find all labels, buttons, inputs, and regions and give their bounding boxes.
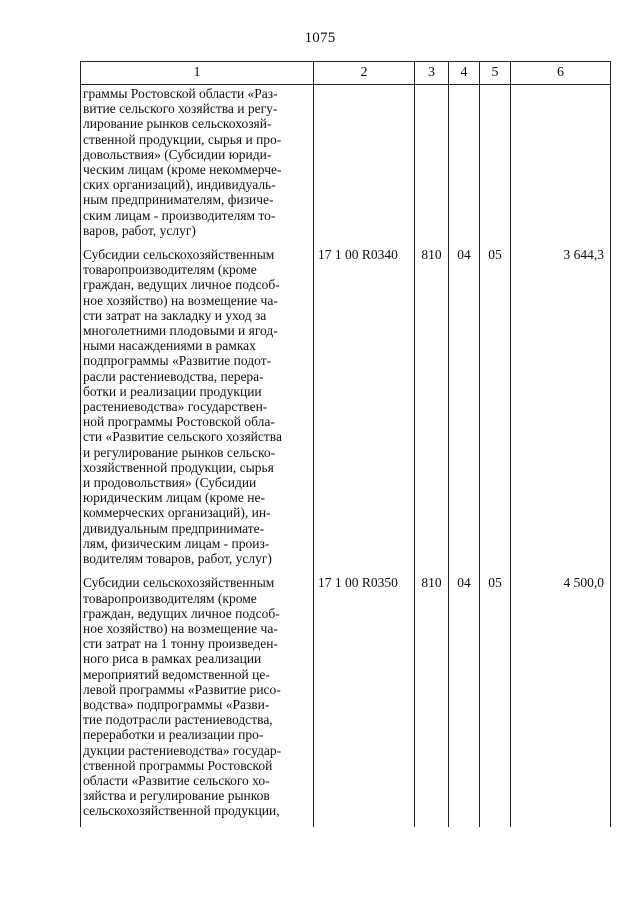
description-line: мероприятий ведомственной це- — [83, 666, 270, 682]
amount-value: 4 500,0 — [511, 574, 611, 826]
description-line: многолетними плодовыми и ягод- — [83, 323, 278, 339]
description-line: ственной программы Ростовской — [83, 757, 273, 773]
table-body — [81, 85, 611, 827]
description-line: Субсидии сельскохозяйственным — [83, 575, 275, 591]
description-line: Субсидии сельскохозяйственным — [83, 247, 275, 263]
description-line: зяйства и регулирование рынков — [83, 788, 270, 804]
description-line: сти затрат на закладку и уход за — [83, 307, 267, 323]
description-line: расли растениеводства, перера- — [83, 368, 264, 384]
description-line: юридическим лицам (кроме не- — [83, 490, 265, 506]
column-header-6: 6 — [511, 62, 611, 85]
table-header-row — [81, 62, 611, 85]
description-line: коммерческих организаций), ин- — [83, 505, 271, 521]
description-line: лирование рынков сельскохозяй- — [83, 116, 272, 132]
amount-value — [511, 85, 611, 247]
column-header-2: 2 — [314, 62, 415, 85]
description-line: растениеводства» государствен- — [83, 399, 268, 415]
description-line: переработки и реализации про- — [83, 727, 264, 743]
description-line: ботки и реализации продукции — [83, 383, 262, 399]
description-line: ными насаждениями в рамках — [83, 338, 256, 354]
description-line: и продовольствия» (Субсидии — [83, 475, 257, 491]
description-line: дивидуальным предпринимате- — [83, 520, 265, 536]
description-line: хозяйственной продукции, сырья — [83, 459, 274, 475]
table-row — [81, 246, 611, 574]
description-line: водства» подпрограммы «Разви- — [83, 696, 270, 712]
section-code: 04 — [449, 246, 480, 574]
description-line: ских организаций), индивидуаль- — [83, 177, 276, 193]
description-line: подпрограммы «Развитие подот- — [83, 353, 272, 369]
target-article-code: 17 1 00 R0340 — [314, 246, 415, 574]
expense-type: 810 — [415, 246, 449, 574]
description-line: и регулирование рынков сельско- — [83, 444, 276, 460]
description-line: витие сельского хозяйства и регу- — [83, 101, 278, 117]
description-line: товаропроизводителям (кроме — [83, 590, 257, 606]
expense-type — [415, 85, 449, 247]
description-line: ной программы Ростовской обла- — [83, 414, 275, 430]
column-header-3: 3 — [415, 62, 449, 85]
description-line: граммы Ростовской области «Раз- — [83, 86, 278, 101]
description-line: ного риса в рамках реализации — [83, 651, 262, 667]
description-line: сти затрат на 1 тонну произведен- — [83, 636, 278, 652]
page-number: 1075 — [304, 30, 336, 46]
description-line: ческим лицам (кроме некоммерче- — [83, 162, 282, 178]
description-line: довольствия» (Субсидии юриди- — [83, 146, 272, 162]
description-line: ным предпринимателям, физиче- — [83, 192, 274, 208]
description-line: граждан, ведущих личное подсоб- — [83, 605, 280, 621]
column-header-4: 4 — [449, 62, 480, 85]
description-line: варов, работ, услуг) — [83, 222, 196, 238]
subsection-code: 05 — [480, 574, 511, 826]
row-description — [81, 85, 314, 247]
target-article-code — [314, 85, 415, 247]
description-line: ственной продукции, сырья и про- — [83, 131, 282, 147]
description-line: лям, физическим лицам - произ- — [83, 535, 270, 551]
description-line: граждан, ведущих личное подсоб- — [83, 277, 280, 293]
budget-table — [80, 61, 611, 827]
amount-value: 3 644,3 — [511, 246, 611, 574]
description-line: сельскохозяйственной продукции, — [83, 803, 280, 819]
description-line: водителям товаров, работ, услуг) — [83, 551, 272, 567]
section-code: 04 — [449, 574, 480, 826]
row-description — [81, 574, 314, 826]
description-line: ное хозяйство) на возмещение ча- — [83, 620, 278, 636]
table-row — [81, 85, 611, 247]
description-line: товаропроизводителям (кроме — [83, 262, 257, 278]
section-code — [449, 85, 480, 247]
description-line: ное хозяйство) на возмещение ча- — [83, 292, 278, 308]
description-line: области «Развитие сельского хо- — [83, 772, 270, 788]
subsection-code: 05 — [480, 246, 511, 574]
column-header-1: 1 — [81, 62, 314, 85]
description-line: сти «Развитие сельского хозяйства — [83, 429, 282, 445]
expense-type: 810 — [415, 574, 449, 826]
description-line: тие подотрасли растениеводства, — [83, 712, 273, 728]
description-line: дукции растениеводства» государ- — [83, 742, 282, 758]
description-line: левой программы «Развитие рисо- — [83, 681, 281, 697]
table-row — [81, 574, 611, 826]
subsection-code — [480, 85, 511, 247]
row-description — [81, 246, 314, 574]
target-article-code: 17 1 00 R0350 — [314, 574, 415, 826]
column-header-5: 5 — [480, 62, 511, 85]
description-line: ским лицам - производителям то- — [83, 207, 276, 223]
